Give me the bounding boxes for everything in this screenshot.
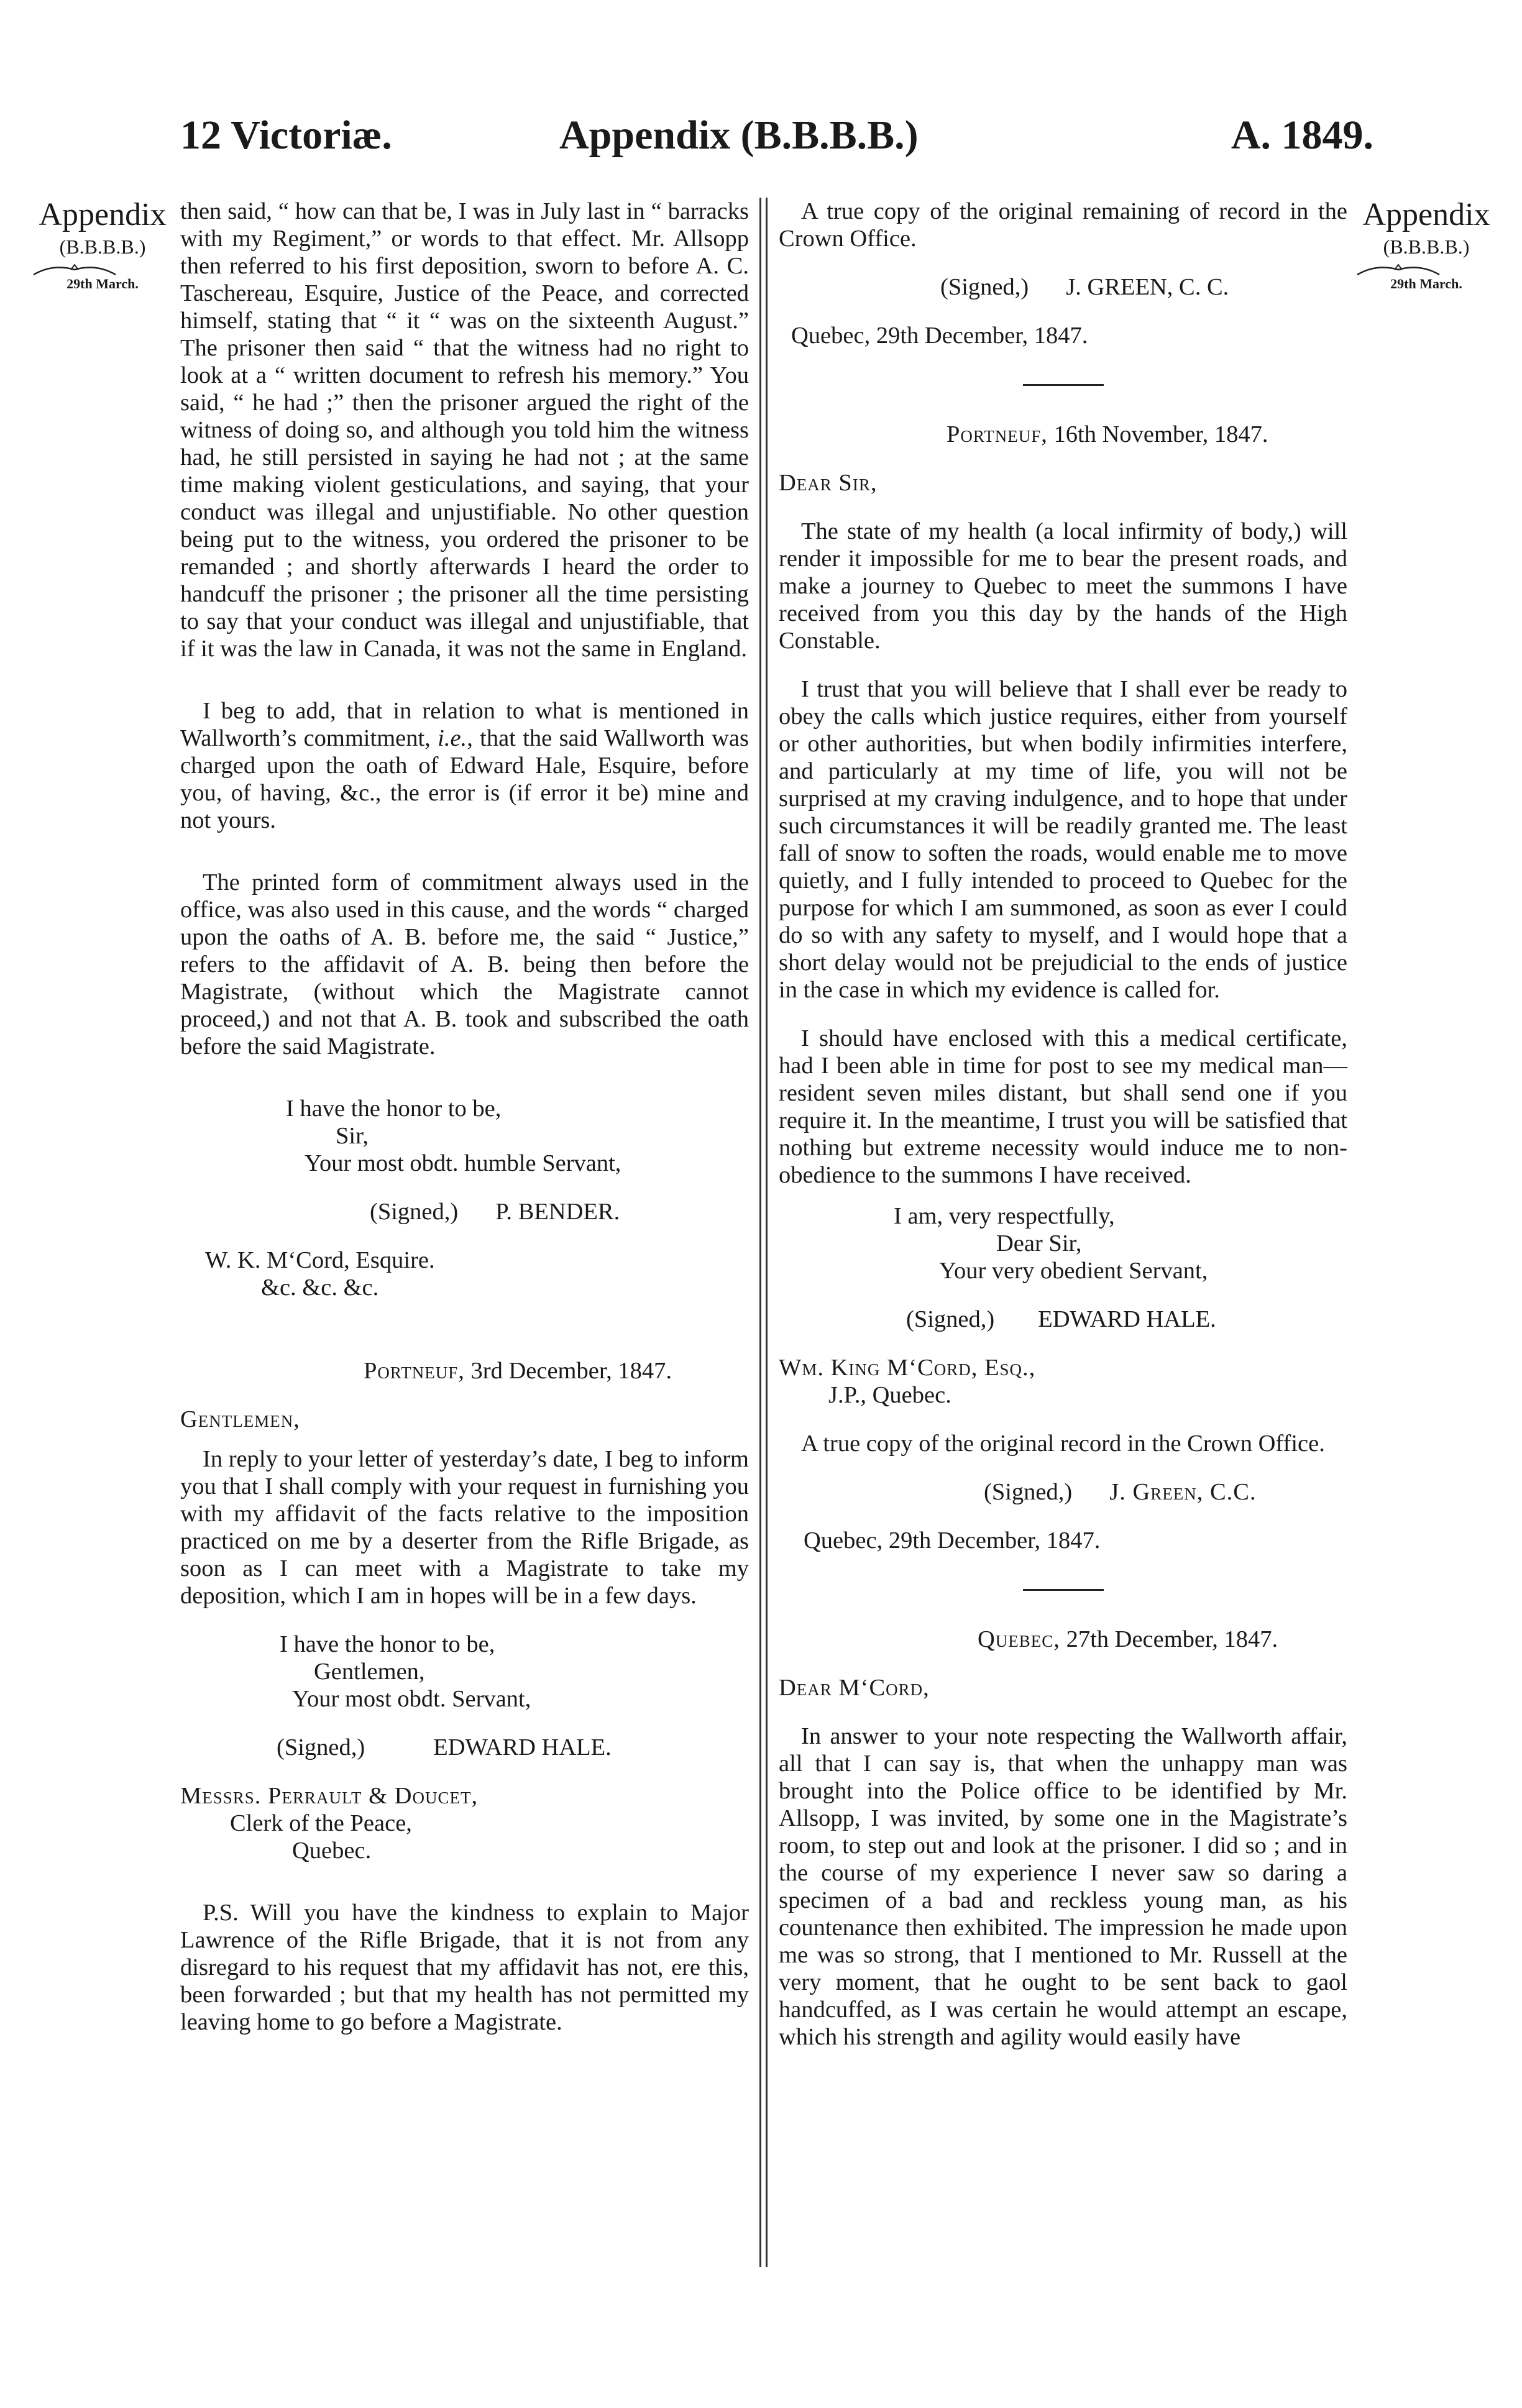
- addressee-line: Clerk of the Peace,: [230, 1810, 412, 1836]
- margin-note-left: [31, 198, 174, 291]
- signer-name: J. GREEN, C. C.: [1066, 274, 1229, 300]
- signed-label: (Signed,): [277, 1734, 365, 1760]
- letter-dateline: [779, 421, 1347, 448]
- header-session: 12 Victoriæ.: [180, 112, 392, 158]
- signed-label: (Signed,): [370, 1199, 459, 1225]
- letter-salutation: Dear Sir,: [779, 470, 878, 496]
- closing-line: Your very obedient Servant,: [939, 1258, 1208, 1284]
- letter-body: The state of my health (a local infirmity of body,) will render it impossible for me to bear the present roads, and make a journey to Quebec to meet the summons I have received from you this day by the hands of the High Constable.: [779, 518, 1347, 654]
- margin-note-date: 29th March.: [66, 276, 139, 291]
- closing-line: I am, very respectfully,: [894, 1203, 1115, 1229]
- letter-date: 16th November, 1847.: [1047, 421, 1268, 447]
- commitment-text-a: I beg to add, that in relation to what is mentioned in Wallworth’s commitment,: [180, 698, 749, 751]
- closing-line: Your most obdt. humble Servant,: [305, 1150, 621, 1176]
- signed-label: (Signed,): [940, 274, 1029, 300]
- margin-note-title: Appendix: [1362, 197, 1490, 232]
- brace-icon: [1355, 261, 1442, 277]
- copy-date: Quebec, 29th December, 1847.: [791, 323, 1088, 349]
- closing-line: Sir,: [336, 1123, 369, 1149]
- printed-form-paragraph: The printed form of commitment always used in the office, was also used in this cause, and the words “ charged upon the oaths of A. B. before me, the said “ Justice,” refers to the affidavit of A. B. being then before the Magistrate, (without which the Magistrate cannot proceed,) and not that A. B. took and subscribed the oath before the said Magistrate.: [180, 869, 749, 1060]
- letter-place: Portneuf,: [364, 1358, 465, 1384]
- section-divider: [1023, 1589, 1104, 1591]
- closing-line: I have the honor to be,: [280, 1631, 495, 1657]
- letter-place: Portneuf,: [947, 421, 1048, 447]
- signature-line: [180, 1734, 749, 1761]
- column-divider: [759, 198, 761, 2267]
- copy-date: Quebec, 29th December, 1847.: [804, 1527, 1101, 1554]
- commitment-paragraph: [180, 697, 749, 834]
- signer-name: EDWARD HALE.: [1038, 1306, 1216, 1332]
- signer-name: P. BENDER.: [495, 1199, 620, 1225]
- margin-note-code: (B.B.B.B.): [59, 236, 146, 258]
- letter-salutation: Dear M‘Cord,: [779, 1675, 930, 1701]
- signature-line: [779, 1478, 1347, 1506]
- closing-line: Dear Sir,: [996, 1230, 1082, 1257]
- letter-date: 27th December, 1847.: [1060, 1626, 1278, 1652]
- true-copy-note: A true copy of the original record in the Crown Office.: [801, 1431, 1325, 1457]
- letter-body: In reply to your letter of yesterday’s date, I beg to inform you that I shall comply with your request in furnishing you with my affidavit of the facts relative to the imposition practiced on me by a deserter from the Rifle Brigade, as soon as I can meet with a Magistrate to take my deposition, which I am in hopes will be in a few days.: [180, 1446, 749, 1609]
- margin-note-code: (B.B.B.B.): [1383, 236, 1470, 258]
- margin-note-title: Appendix: [39, 197, 167, 232]
- deposition-paragraph: then said, “ how can that be, I was in July last in “ barracks with my Regiment,” or words to that effect. Mr. Allsopp then referred to his first deposition, sworn to before A. C. Taschereau, Esquire, Justice of the Peace, and corrected himself, stating that “ it “ was on the sixteenth August.” The prisoner then said “ that the witness had no right to look at a “ written document to refresh his memory.” You said, “ he had ;” then the prisoner argued the right of the witness of doing so, and although you told him the witness had, he still persisted in saying he had not ; at the same time making violent gesticulations, and saying, that your conduct was illegal and unjustifiable. No other question being put to the witness, you ordered the prisoner to be remanded ; and shortly afterwards I heard the order to handcuff the prisoner ; the prisoner all the time persisting to say that your conduct was illegal and unjustifiable, that if it was the law in Canada, it was not the same in England.: [180, 198, 749, 662]
- closing-line: Your most obdt. Servant,: [292, 1686, 531, 1712]
- page-header: [180, 112, 1373, 174]
- letter-body: I trust that you will believe that I shall ever be ready to obey the calls which justice requires, either from yourself or other authorities, but when bodily infirmities interfere, and particularly at my time of life, you will not be surprised at my craving indulgence, and to hope that under such circumstances it will be readily granted me. The least fall of snow to soften the roads, would enable me to move quietly, and I fully intended to proceed to Quebec for the purpose for which I am summoned, as soon as ever I could do so with any safety to myself, and I would hope that a short delay would not be prejudicial to the ends of justice in the case in which my evidence is called for.: [779, 676, 1347, 1003]
- letter-body: I should have enclosed with this a medical certificate, had I been able in time for post to see my medical man—resident seven miles distant, but shall send one if you require it. In the meantime, I trust you will be satisfied that nothing but extreme necessity would induce me to non-obedience to the summons I have received.: [779, 1025, 1347, 1188]
- letter-dateline: [779, 1626, 1347, 1653]
- right-column: [779, 198, 1347, 2051]
- true-copy-note: A true copy of the original remaining of record in the Crown Office.: [779, 198, 1347, 252]
- letter-dateline: [180, 1357, 749, 1385]
- signer-name: J. Green, C.C.: [1109, 1479, 1257, 1505]
- addressee-line: &c. &c. &c.: [261, 1275, 379, 1301]
- addressee-prefix: Messrs.: [180, 1783, 268, 1809]
- postscript: P.S. Will you have the kindness to explain to Major Lawrence of the Rifle Brigade, that it is not from any disregard to his request that my affidavit has not, ere this, been forwarded ; but that my health has not permitted my leaving home to go before a Magistrate.: [180, 1900, 749, 2035]
- addressee-line: [180, 1782, 749, 1810]
- commitment-text-ie: i.e.: [438, 725, 467, 751]
- letter-date: 3rd December, 1847.: [464, 1358, 672, 1384]
- letter-salutation: Gentlemen,: [180, 1406, 300, 1432]
- signature-line: [779, 1306, 1347, 1333]
- closing-line: Gentlemen,: [314, 1659, 425, 1685]
- section-divider: [1023, 384, 1104, 386]
- signed-label: (Signed,): [906, 1306, 995, 1332]
- signature-line: [180, 1198, 749, 1225]
- addressee-line: W. K. M‘Cord, Esquire.: [205, 1247, 435, 1273]
- column-divider: [766, 198, 768, 2267]
- margin-note-date: 29th March.: [1390, 276, 1462, 291]
- left-column: [180, 198, 749, 2036]
- addressee-line: Quebec.: [292, 1838, 372, 1864]
- brace-icon: [31, 261, 118, 277]
- header-appendix: Appendix (B.B.B.B.): [559, 112, 919, 158]
- addressee-names: Perrault & Doucet,: [268, 1783, 479, 1809]
- signed-label: (Signed,): [984, 1479, 1073, 1505]
- signer-name: EDWARD HALE.: [433, 1734, 612, 1760]
- margin-note-right: [1355, 198, 1498, 291]
- header-year: A. 1849.: [1231, 112, 1373, 158]
- addressee-line: Wm. King M‘Cord, Esq.,: [779, 1355, 1036, 1381]
- commitment-text-b: , that the said Wallworth was charged upon the oath of Edward Hale, Esquire, before you, of having, &c., the error is (if error it be) mine and not yours.: [180, 725, 749, 833]
- addressee-line: J.P., Quebec.: [828, 1382, 951, 1408]
- letter-body: In answer to your note respecting the Wallworth affair, all that I can say is, that when the unhappy man was brought into the Police office to be identified by Mr. Allsopp, I was invited, by some one in the Magistrate’s room, to step out and look at the prisoner. I did so ; and in the course of my experience I never saw so daring a specimen of a bad and reckless young man, as his countenance then exhibited. The impression he made upon me was so strong, that I mentioned to Mr. Russell at the very moment, that he ought to be sent back to gaol handcuffed, as I was certain he would attempt an escape, which his strength and agility would easily have: [779, 1723, 1347, 2050]
- signature-line: [779, 273, 1347, 301]
- letter-place: Quebec,: [978, 1626, 1060, 1652]
- closing-line: I have the honor to be,: [286, 1096, 502, 1122]
